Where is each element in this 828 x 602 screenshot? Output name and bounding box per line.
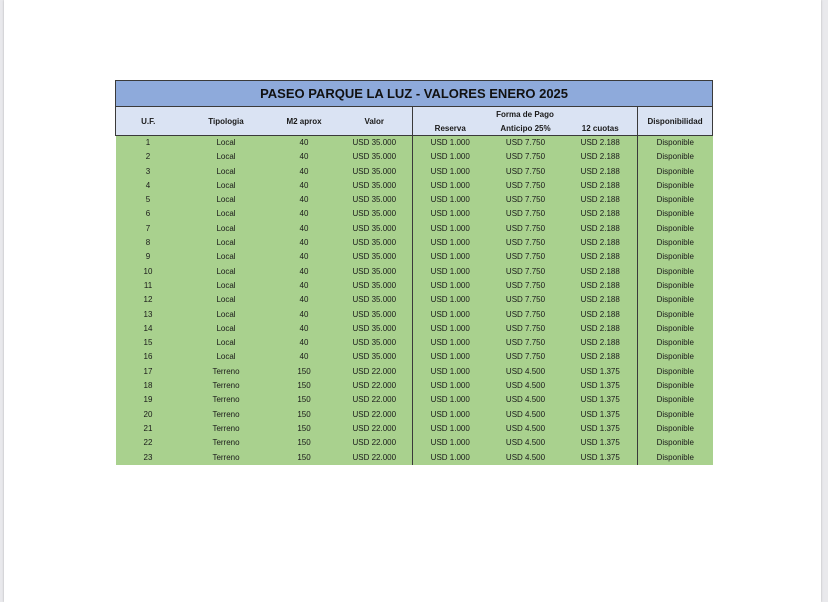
cell-m2: 40 bbox=[272, 279, 337, 293]
cell-disponibilidad: Disponible bbox=[638, 222, 713, 236]
cell-uf: 19 bbox=[116, 393, 181, 407]
cell-uf: 16 bbox=[116, 350, 181, 364]
cell-uf: 18 bbox=[116, 379, 181, 393]
table-row bbox=[116, 293, 713, 307]
cell-uf: 13 bbox=[116, 308, 181, 322]
table-row bbox=[116, 336, 713, 350]
cell-uf: 11 bbox=[116, 279, 181, 293]
cell-disponibilidad: Disponible bbox=[638, 422, 713, 436]
cell-tipologia: Local bbox=[181, 350, 272, 364]
cell-m2: 40 bbox=[272, 136, 337, 151]
cell-anticipo: USD 7.750 bbox=[488, 179, 564, 193]
cell-valor: USD 22.000 bbox=[337, 393, 413, 407]
cell-cuotas: USD 2.188 bbox=[564, 136, 638, 151]
table-row bbox=[116, 165, 713, 179]
cell-tipologia: Local bbox=[181, 150, 272, 164]
cell-anticipo: USD 7.750 bbox=[488, 279, 564, 293]
cell-m2: 40 bbox=[272, 222, 337, 236]
table-row bbox=[116, 365, 713, 379]
cell-disponibilidad: Disponible bbox=[638, 136, 713, 151]
cell-m2: 40 bbox=[272, 265, 337, 279]
cell-uf: 12 bbox=[116, 293, 181, 307]
cell-tipologia: Local bbox=[181, 179, 272, 193]
table-row bbox=[116, 308, 713, 322]
cell-reserva: USD 1.000 bbox=[413, 179, 488, 193]
cell-valor: USD 35.000 bbox=[337, 322, 413, 336]
cell-valor: USD 35.000 bbox=[337, 236, 413, 250]
table-row bbox=[116, 322, 713, 336]
table-row bbox=[116, 451, 713, 465]
cell-anticipo: USD 7.750 bbox=[488, 336, 564, 350]
cell-cuotas: USD 1.375 bbox=[564, 422, 638, 436]
table-row bbox=[116, 422, 713, 436]
cell-disponibilidad: Disponible bbox=[638, 365, 713, 379]
cell-reserva: USD 1.000 bbox=[413, 436, 488, 450]
cell-reserva: USD 1.000 bbox=[413, 222, 488, 236]
cell-anticipo: USD 7.750 bbox=[488, 293, 564, 307]
cell-tipologia: Local bbox=[181, 236, 272, 250]
cell-uf: 17 bbox=[116, 365, 181, 379]
cell-uf: 3 bbox=[116, 165, 181, 179]
table-row bbox=[116, 350, 713, 364]
cell-uf: 8 bbox=[116, 236, 181, 250]
cell-disponibilidad: Disponible bbox=[638, 379, 713, 393]
cell-tipologia: Terreno bbox=[181, 408, 272, 422]
cell-uf: 9 bbox=[116, 250, 181, 264]
cell-tipologia: Local bbox=[181, 207, 272, 221]
table-row bbox=[116, 279, 713, 293]
cell-tipologia: Terreno bbox=[181, 393, 272, 407]
header-disponibilidad: Disponibilidad bbox=[638, 107, 713, 136]
table-row bbox=[116, 222, 713, 236]
cell-reserva: USD 1.000 bbox=[413, 393, 488, 407]
cell-valor: USD 22.000 bbox=[337, 365, 413, 379]
cell-anticipo: USD 7.750 bbox=[488, 350, 564, 364]
cell-valor: USD 35.000 bbox=[337, 350, 413, 364]
cell-valor: USD 22.000 bbox=[337, 379, 413, 393]
cell-reserva: USD 1.000 bbox=[413, 293, 488, 307]
cell-anticipo: USD 4.500 bbox=[488, 365, 564, 379]
price-sheet bbox=[115, 80, 712, 465]
cell-m2: 150 bbox=[272, 422, 337, 436]
cell-reserva: USD 1.000 bbox=[413, 365, 488, 379]
cell-uf: 10 bbox=[116, 265, 181, 279]
cell-disponibilidad: Disponible bbox=[638, 150, 713, 164]
cell-reserva: USD 1.000 bbox=[413, 451, 488, 465]
cell-tipologia: Terreno bbox=[181, 422, 272, 436]
cell-cuotas: USD 2.188 bbox=[564, 308, 638, 322]
cell-reserva: USD 1.000 bbox=[413, 150, 488, 164]
cell-valor: USD 22.000 bbox=[337, 408, 413, 422]
cell-tipologia: Local bbox=[181, 279, 272, 293]
cell-reserva: USD 1.000 bbox=[413, 265, 488, 279]
cell-m2: 150 bbox=[272, 365, 337, 379]
cell-reserva: USD 1.000 bbox=[413, 193, 488, 207]
cell-cuotas: USD 2.188 bbox=[564, 293, 638, 307]
header-reserva: Reserva bbox=[413, 121, 488, 136]
cell-uf: 15 bbox=[116, 336, 181, 350]
cell-anticipo: USD 4.500 bbox=[488, 379, 564, 393]
cell-tipologia: Local bbox=[181, 250, 272, 264]
cell-disponibilidad: Disponible bbox=[638, 179, 713, 193]
cell-disponibilidad: Disponible bbox=[638, 165, 713, 179]
cell-m2: 150 bbox=[272, 408, 337, 422]
cell-cuotas: USD 2.188 bbox=[564, 322, 638, 336]
cell-cuotas: USD 2.188 bbox=[564, 236, 638, 250]
table-row bbox=[116, 193, 713, 207]
cell-anticipo: USD 7.750 bbox=[488, 236, 564, 250]
header-uf: U.F. bbox=[116, 107, 181, 136]
cell-m2: 40 bbox=[272, 250, 337, 264]
cell-anticipo: USD 4.500 bbox=[488, 408, 564, 422]
cell-cuotas: USD 2.188 bbox=[564, 265, 638, 279]
cell-reserva: USD 1.000 bbox=[413, 250, 488, 264]
cell-tipologia: Local bbox=[181, 293, 272, 307]
table-row bbox=[116, 179, 713, 193]
header-tipologia: Tipologia bbox=[181, 107, 272, 136]
header-cuotas: 12 cuotas bbox=[564, 121, 638, 136]
cell-valor: USD 35.000 bbox=[337, 207, 413, 221]
cell-m2: 40 bbox=[272, 336, 337, 350]
table-row bbox=[116, 379, 713, 393]
cell-reserva: USD 1.000 bbox=[413, 279, 488, 293]
cell-anticipo: USD 7.750 bbox=[488, 322, 564, 336]
cell-uf: 5 bbox=[116, 193, 181, 207]
cell-valor: USD 35.000 bbox=[337, 265, 413, 279]
cell-disponibilidad: Disponible bbox=[638, 293, 713, 307]
table-row bbox=[116, 436, 713, 450]
cell-disponibilidad: Disponible bbox=[638, 193, 713, 207]
cell-m2: 150 bbox=[272, 379, 337, 393]
cell-uf: 21 bbox=[116, 422, 181, 436]
cell-cuotas: USD 2.188 bbox=[564, 279, 638, 293]
cell-valor: USD 35.000 bbox=[337, 293, 413, 307]
cell-anticipo: USD 7.750 bbox=[488, 250, 564, 264]
header-anticipo: Anticipo 25% bbox=[488, 121, 564, 136]
cell-reserva: USD 1.000 bbox=[413, 136, 488, 151]
cell-reserva: USD 1.000 bbox=[413, 322, 488, 336]
cell-m2: 150 bbox=[272, 393, 337, 407]
cell-disponibilidad: Disponible bbox=[638, 279, 713, 293]
cell-tipologia: Local bbox=[181, 193, 272, 207]
cell-tipologia: Terreno bbox=[181, 451, 272, 465]
cell-cuotas: USD 2.188 bbox=[564, 250, 638, 264]
cell-valor: USD 22.000 bbox=[337, 422, 413, 436]
table-row bbox=[116, 150, 713, 164]
cell-reserva: USD 1.000 bbox=[413, 165, 488, 179]
cell-tipologia: Local bbox=[181, 265, 272, 279]
cell-reserva: USD 1.000 bbox=[413, 336, 488, 350]
cell-cuotas: USD 2.188 bbox=[564, 165, 638, 179]
cell-anticipo: USD 4.500 bbox=[488, 422, 564, 436]
cell-valor: USD 35.000 bbox=[337, 279, 413, 293]
cell-uf: 4 bbox=[116, 179, 181, 193]
cell-disponibilidad: Disponible bbox=[638, 436, 713, 450]
cell-tipologia: Terreno bbox=[181, 436, 272, 450]
cell-valor: USD 35.000 bbox=[337, 165, 413, 179]
cell-disponibilidad: Disponible bbox=[638, 236, 713, 250]
cell-reserva: USD 1.000 bbox=[413, 408, 488, 422]
cell-anticipo: USD 4.500 bbox=[488, 393, 564, 407]
cell-cuotas: USD 2.188 bbox=[564, 336, 638, 350]
cell-reserva: USD 1.000 bbox=[413, 379, 488, 393]
cell-m2: 40 bbox=[272, 236, 337, 250]
cell-uf: 7 bbox=[116, 222, 181, 236]
table-row bbox=[116, 136, 713, 151]
cell-uf: 14 bbox=[116, 322, 181, 336]
cell-uf: 22 bbox=[116, 436, 181, 450]
table-row bbox=[116, 408, 713, 422]
cell-anticipo: USD 7.750 bbox=[488, 308, 564, 322]
header-m2: M2 aprox bbox=[272, 107, 337, 136]
cell-disponibilidad: Disponible bbox=[638, 265, 713, 279]
cell-tipologia: Local bbox=[181, 336, 272, 350]
cell-reserva: USD 1.000 bbox=[413, 422, 488, 436]
table-row bbox=[116, 265, 713, 279]
cell-tipologia: Local bbox=[181, 165, 272, 179]
cell-disponibilidad: Disponible bbox=[638, 308, 713, 322]
cell-m2: 150 bbox=[272, 451, 337, 465]
cell-cuotas: USD 1.375 bbox=[564, 408, 638, 422]
cell-uf: 1 bbox=[116, 136, 181, 151]
cell-anticipo: USD 7.750 bbox=[488, 193, 564, 207]
cell-anticipo: USD 4.500 bbox=[488, 451, 564, 465]
cell-disponibilidad: Disponible bbox=[638, 250, 713, 264]
cell-uf: 6 bbox=[116, 207, 181, 221]
document-page bbox=[4, 0, 821, 602]
cell-cuotas: USD 1.375 bbox=[564, 451, 638, 465]
cell-tipologia: Terreno bbox=[181, 365, 272, 379]
cell-valor: USD 22.000 bbox=[337, 451, 413, 465]
cell-reserva: USD 1.000 bbox=[413, 350, 488, 364]
price-table bbox=[115, 80, 713, 465]
cell-tipologia: Terreno bbox=[181, 379, 272, 393]
cell-disponibilidad: Disponible bbox=[638, 336, 713, 350]
cell-m2: 40 bbox=[272, 308, 337, 322]
cell-m2: 40 bbox=[272, 179, 337, 193]
cell-uf: 23 bbox=[116, 451, 181, 465]
cell-uf: 20 bbox=[116, 408, 181, 422]
cell-cuotas: USD 1.375 bbox=[564, 393, 638, 407]
cell-tipologia: Local bbox=[181, 222, 272, 236]
cell-valor: USD 35.000 bbox=[337, 136, 413, 151]
cell-m2: 40 bbox=[272, 207, 337, 221]
cell-disponibilidad: Disponible bbox=[638, 393, 713, 407]
cell-disponibilidad: Disponible bbox=[638, 207, 713, 221]
cell-cuotas: USD 1.375 bbox=[564, 365, 638, 379]
cell-disponibilidad: Disponible bbox=[638, 322, 713, 336]
cell-valor: USD 35.000 bbox=[337, 250, 413, 264]
cell-reserva: USD 1.000 bbox=[413, 207, 488, 221]
cell-cuotas: USD 2.188 bbox=[564, 222, 638, 236]
cell-valor: USD 35.000 bbox=[337, 222, 413, 236]
cell-anticipo: USD 4.500 bbox=[488, 436, 564, 450]
cell-m2: 40 bbox=[272, 150, 337, 164]
cell-anticipo: USD 7.750 bbox=[488, 165, 564, 179]
cell-anticipo: USD 7.750 bbox=[488, 222, 564, 236]
cell-cuotas: USD 2.188 bbox=[564, 193, 638, 207]
sheet-title: PASEO PARQUE LA LUZ - VALORES ENERO 2025 bbox=[116, 81, 713, 107]
cell-m2: 40 bbox=[272, 293, 337, 307]
table-body bbox=[116, 136, 713, 465]
cell-disponibilidad: Disponible bbox=[638, 408, 713, 422]
cell-tipologia: Local bbox=[181, 136, 272, 151]
cell-cuotas: USD 2.188 bbox=[564, 150, 638, 164]
cell-valor: USD 22.000 bbox=[337, 436, 413, 450]
cell-cuotas: USD 2.188 bbox=[564, 207, 638, 221]
header-valor: Valor bbox=[337, 107, 413, 136]
cell-reserva: USD 1.000 bbox=[413, 308, 488, 322]
cell-anticipo: USD 7.750 bbox=[488, 265, 564, 279]
cell-anticipo: USD 7.750 bbox=[488, 207, 564, 221]
cell-valor: USD 35.000 bbox=[337, 179, 413, 193]
table-row bbox=[116, 250, 713, 264]
cell-anticipo: USD 7.750 bbox=[488, 150, 564, 164]
cell-m2: 40 bbox=[272, 193, 337, 207]
cell-uf: 2 bbox=[116, 150, 181, 164]
cell-anticipo: USD 7.750 bbox=[488, 136, 564, 151]
cell-tipologia: Local bbox=[181, 322, 272, 336]
table-row bbox=[116, 236, 713, 250]
cell-disponibilidad: Disponible bbox=[638, 350, 713, 364]
cell-m2: 40 bbox=[272, 322, 337, 336]
cell-m2: 40 bbox=[272, 165, 337, 179]
cell-m2: 40 bbox=[272, 350, 337, 364]
cell-valor: USD 35.000 bbox=[337, 150, 413, 164]
cell-cuotas: USD 2.188 bbox=[564, 350, 638, 364]
cell-m2: 150 bbox=[272, 436, 337, 450]
cell-disponibilidad: Disponible bbox=[638, 451, 713, 465]
cell-valor: USD 35.000 bbox=[337, 193, 413, 207]
cell-valor: USD 35.000 bbox=[337, 336, 413, 350]
table-row bbox=[116, 207, 713, 221]
cell-tipologia: Local bbox=[181, 308, 272, 322]
cell-cuotas: USD 2.188 bbox=[564, 179, 638, 193]
table-row bbox=[116, 393, 713, 407]
cell-cuotas: USD 1.375 bbox=[564, 436, 638, 450]
cell-cuotas: USD 1.375 bbox=[564, 379, 638, 393]
header-forma-pago: Forma de Pago bbox=[413, 107, 638, 122]
cell-valor: USD 35.000 bbox=[337, 308, 413, 322]
cell-reserva: USD 1.000 bbox=[413, 236, 488, 250]
